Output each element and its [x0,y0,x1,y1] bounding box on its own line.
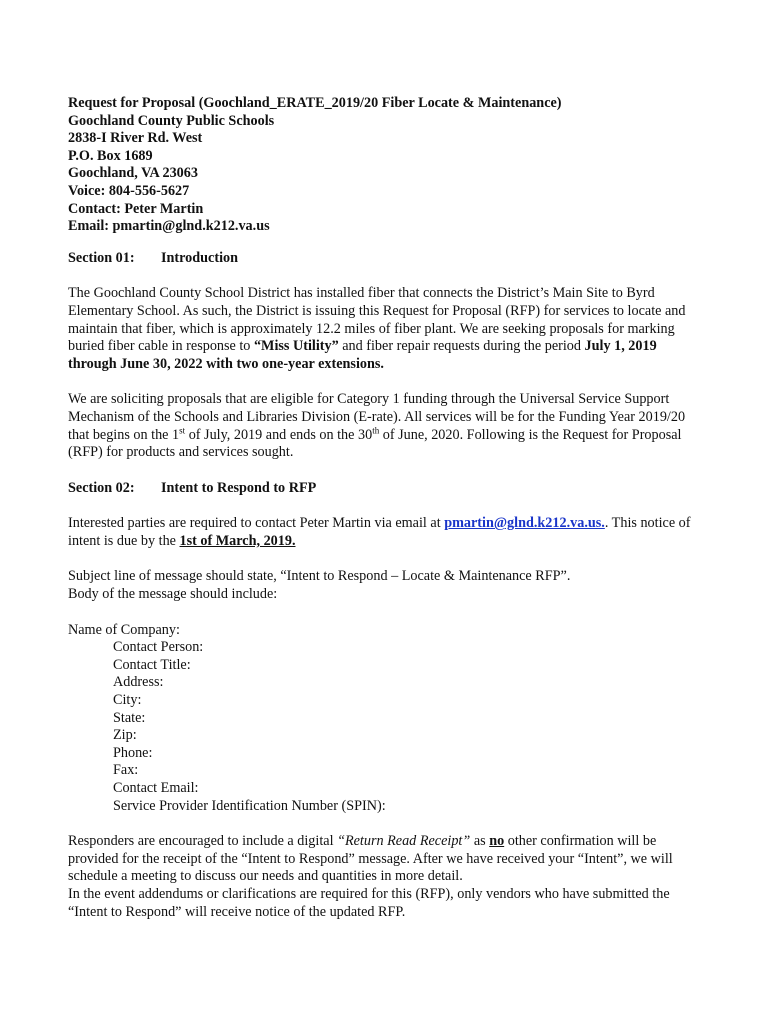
document-body [68,95,708,921]
city-state-zip: Goochland, VA 23063 [68,165,198,182]
street-address: 2838-I River Rd. West [68,130,203,147]
read-receipt-paragraph: Responders are encouraged to include a digital “Return Read Receipt” as no other confirmation will be provided for the receipt of the “Intent to Respond” message. After we have received your “Intent”, we will schedule a meeting to discuss our needs and quantities in more detail. [68,833,673,885]
organization-name: Goochland County Public Schools [68,112,275,129]
no-emphasis: no [489,833,505,850]
list-item: City: [113,692,142,709]
body-instruction: Body of the message should include: [68,586,278,603]
list-item: Fax: [113,762,139,779]
return-read-receipt-text: “Return Read Receipt” [337,833,471,850]
miss-utility-text: “Miss Utility” [253,338,339,355]
list-item: Contact Email: [113,780,199,796]
contact-name: Contact: Peter Martin [68,200,204,217]
contract-period: July 1, 2019 through June 30, 2022 with two one-year extensions. [68,338,657,372]
section-02-title: Intent to Respond to RFP [161,479,317,496]
due-date: 1st of March, 2019. [179,532,296,549]
section-01-number: Section 01: [68,249,135,266]
list-item: State: [113,709,146,726]
rfp-title: Request for Proposal (Goochland_ERATE_2019/20 Fiber Locate & Maintenance) [68,95,562,111]
intent-paragraph: Interested parties are required to contact Peter Martin via email at pmartin@glnd.k212.va.us.. This notice of intent is due by the 1st of March, 2019. [68,515,691,549]
section-01-heading [68,250,708,268]
list-item: Contact Title: [113,656,191,673]
list-item: Contact Person: [113,639,204,656]
voice-phone: Voice: 804-556-5627 [68,182,190,199]
list-item: Service Provider Identification Number (SPIN): [113,797,386,814]
po-box: P.O. Box 1689 [68,147,153,164]
contact-email: Email: pmartin@glnd.k212.va.us [68,218,270,235]
intro-paragraph-1: The Goochland County School District has installed fiber that connects the District’s Main Site to Byrd Elementary School. As such, the District is issuing this Request for Proposal (RFP) for services to locate and maintain that fiber, which is approximately 12.2 miles of fiber plant. We are seeking proposals for marking buried fiber cable in response to “Miss Utility” and fiber repair requests during the period July 1, 2019 through June 30, 2022 with two one-year extensions. [68,285,686,372]
subject-line-instruction: Subject line of message should state, “Intent to Respond – Locate & Maintenance RFP”. [68,568,571,585]
required-fields-list [68,639,708,815]
section-02-number: Section 02: [68,479,135,496]
addendum-paragraph: In the event addendums or clarifications are required for this (RFP), only vendors who have submitted the “Intent to Respond” will receive notice of the updated RFP. [68,885,670,920]
list-item: Zip: [113,727,137,744]
email-link[interactable]: pmartin@glnd.k212.va.us. [444,515,605,532]
list-item: Address: [113,674,164,691]
section-02-heading [68,480,708,498]
intro-paragraph-2: We are soliciting proposals that are eligible for Category 1 funding through the Universal Service Support Mechanism of the Schools and Libraries Division (E-rate). All services will be for the Funding Year 2019/20 that begins on the 1st of July, 2019 and ends on the 30th of June, 2020. Following is the Request for Proposal (RFP) for products and services sought. [68,391,686,461]
rfp-header [68,95,708,236]
section-01-title: Introduction [161,249,238,266]
list-item: Phone: [113,744,153,761]
name-of-company-label: Name of Company: [68,621,180,638]
